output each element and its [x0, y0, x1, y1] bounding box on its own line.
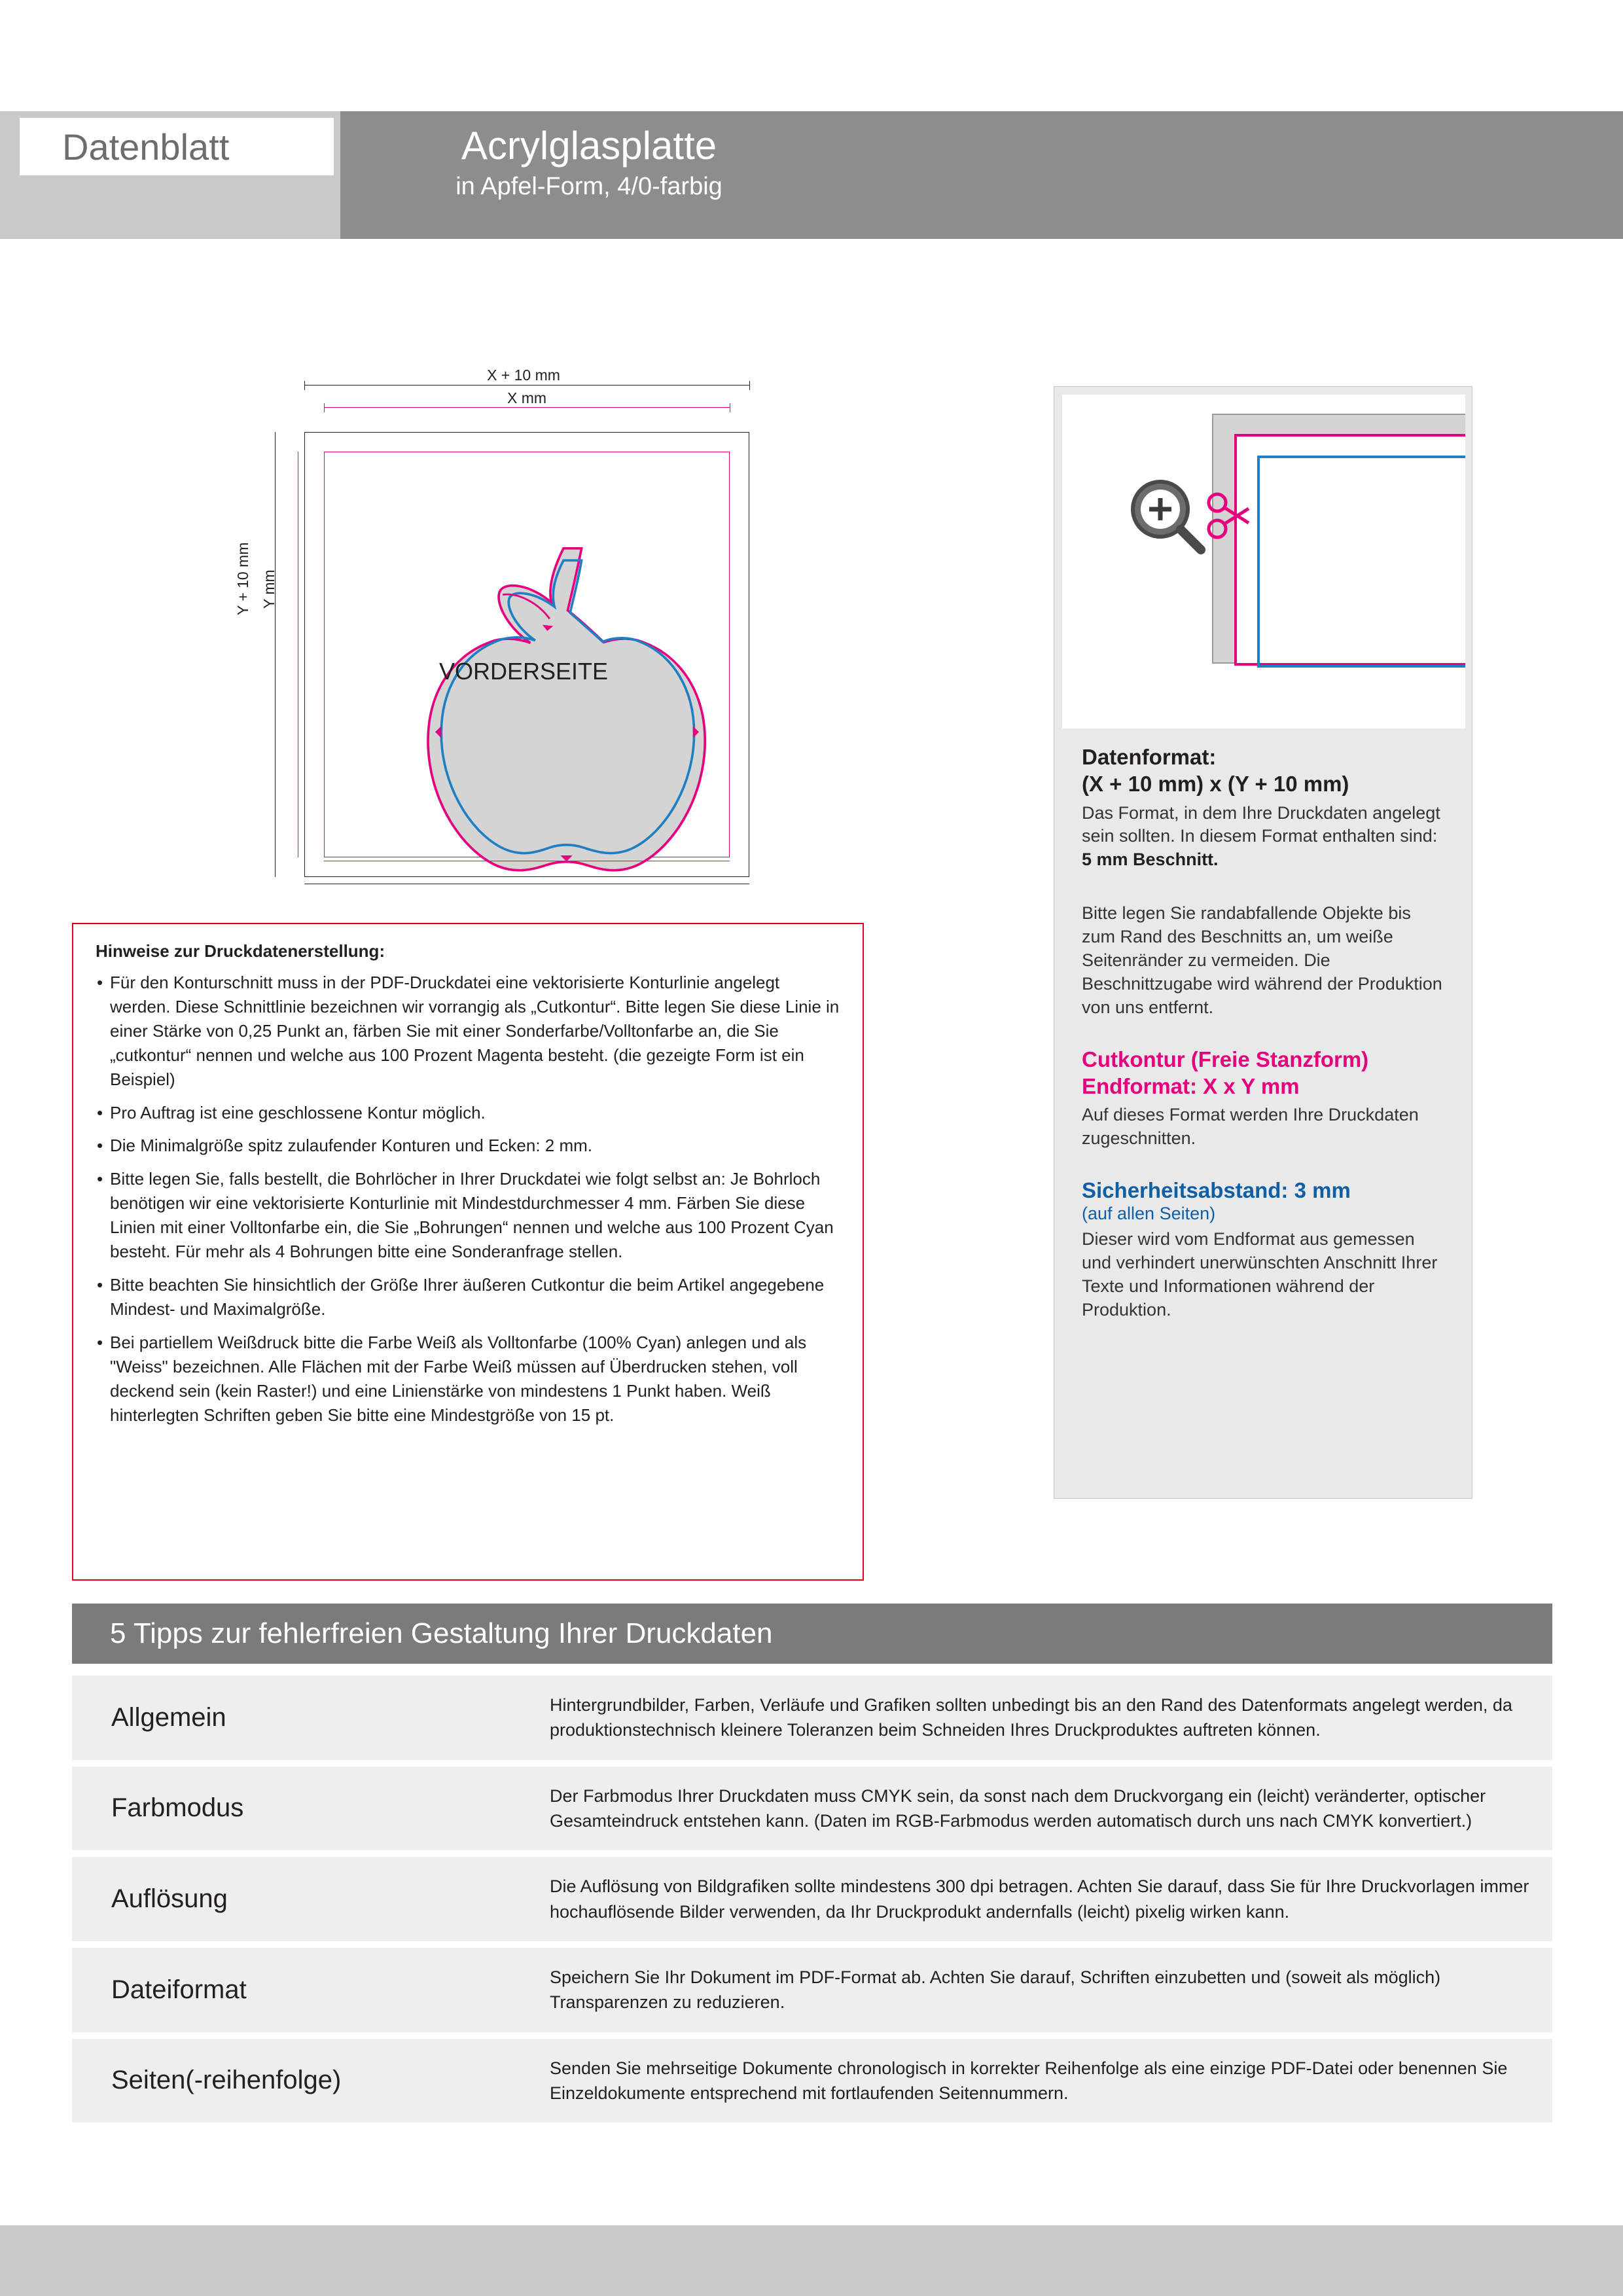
tip-text: Hintergrundbilder, Farben, Verläufe und Grafiken sollten unbedingt bis an den Rand des Datenformats angelegt werden, da produktionstechnisch kleinere Toleranzen beim Schneiden Ihres Druckproduktes auftreten können.	[530, 1676, 1552, 1760]
page-title	[340, 124, 838, 201]
footer-band	[0, 2225, 1623, 2296]
sicherheitsabstand-title: Sicherheitsabstand: 3 mm	[1082, 1178, 1351, 1203]
hinweise-box	[72, 923, 864, 1581]
zoom-illustration	[1062, 395, 1465, 728]
tipps-header	[72, 1604, 1552, 1664]
list-item: • Bitte legen Sie, falls bestellt, die Bohrlöcher in Ihrer Druckdatei wie folgt selbst an: Je Bohrloch benötigen wir eine vektorisierte Konturlinie mit Mindestdurchmesser 4 mm. Färben Sie diese Linien mit einer Volltonfarbe ein, die Sie „Bohrungen“ nennen und welche aus 100 Prozent Cyan besteht. Für mehr als 4 Bohrungen bitte eine Sonderanfrage stellen.	[96, 1167, 840, 1264]
hinweise-title: Hinweise zur Druckdatenerstellung:	[96, 941, 385, 961]
tip-label: Auflösung	[72, 1857, 530, 1941]
table-row	[72, 1676, 1552, 1760]
datenformat-text2: Bitte legen Sie randabfallende Objekte bis zum Rand des Beschnitts an, um weiße Seitenränder zu vermeiden. Die Beschnittzugabe wird während der Produktion von uns entfernt.	[1082, 903, 1442, 1017]
tipps-table	[72, 1676, 1552, 2129]
dim-label-x: X mm	[507, 389, 547, 406]
tipps-header-label: 5 Tipps zur fehlerfreien Gestaltung Ihrer Druckdaten	[110, 1617, 773, 1649]
tip-label: Dateiformat	[72, 1948, 530, 2032]
tip-label: Farbmodus	[72, 1767, 530, 1851]
cutkontur-text: Auf dieses Format werden Ihre Druckdaten zugeschnitten.	[1082, 1105, 1419, 1149]
list-item: • Pro Auftrag ist eine geschlossene Kontur möglich.	[96, 1101, 840, 1125]
dim-label-x-plus-10: X + 10 mm	[487, 367, 560, 384]
tip-label: Seiten(-reihenfolge)	[72, 2039, 530, 2123]
datenformat-title: Datenformat:	[1082, 745, 1217, 769]
table-row	[72, 1767, 1552, 1851]
table-row	[72, 1948, 1552, 2032]
tip-text: Speichern Sie Ihr Dokument im PDF-Format ab. Achten Sie darauf, Schriften einzubetten und (soweit als möglich) Transparenzen zu reduzieren.	[530, 1948, 1552, 2032]
cutkontur-subtitle: Endformat: X x Y mm	[1082, 1074, 1300, 1098]
product-title: Acrylglasplatte	[461, 124, 717, 168]
sicherheitsabstand-text: Dieser wird vom Endformat aus gemessen und verhindert unerwünschten Anschnitt Ihrer Texte und Informationen während der Produktion.	[1082, 1229, 1438, 1320]
corner-detail-illustration	[1062, 395, 1465, 728]
datenblatt-tab	[20, 118, 334, 175]
info-panel	[1054, 386, 1472, 1499]
datenblatt-label: Datenblatt	[62, 126, 230, 168]
sicherheitsabstand-subtitle: (auf allen Seiten)	[1082, 1204, 1216, 1224]
front-side-label: VORDERSEITE	[438, 658, 609, 685]
datenformat-text-b: 5 mm Beschnitt.	[1082, 850, 1219, 870]
list-item: • Bitte beachten Sie hinsichtlich der Größe Ihrer äußeren Cutkontur die beim Artikel angegebene Mindest- und Maximalgröße.	[96, 1273, 840, 1321]
datenformat-formula: (X + 10 mm) x (Y + 10 mm)	[1082, 772, 1349, 797]
list-item: • Die Minimalgröße spitz zulaufender Konturen und Ecken: 2 mm.	[96, 1134, 840, 1158]
cutkontur-title: Cutkontur (Freie Stanzform)	[1082, 1047, 1369, 1071]
info-panel-body	[1082, 744, 1448, 1322]
datenformat-text	[1082, 802, 1448, 872]
list-item: • Für den Konturschnitt muss in der PDF-Druckdatei eine vektorisierte Konturlinie angelegt werden. Diese Schnittlinie bezeichnen wir vorrangig als „Cutkontur“. Bitte legen Sie diese Linie in einer Stärke von 0,25 Punkt an, färben Sie mit einer Sonderfarbe/Volltonfarbe an, die Sie „cutkontur“ nennen und welche aus 100 Prozent Magenta besteht. (die gezeigte Form ist ein Beispiel)	[96, 971, 840, 1092]
table-row	[72, 2039, 1552, 2123]
table-row	[72, 1857, 1552, 1941]
dim-label-y-plus-10: Y + 10 mm	[234, 542, 251, 615]
apple-shape-illustration	[249, 367, 798, 910]
hinweise-list	[96, 971, 840, 1427]
tip-text: Die Auflösung von Bildgrafiken sollte mindestens 300 dpi betragen. Achten Sie darauf, dass Sie für Ihre Druckvorlagen immer hochauflösende Bilder verwenden, da Ihr Druckprodukt andernfalls (leicht) pixelig wirken kann.	[530, 1857, 1552, 1941]
dim-label-y: Y mm	[260, 569, 277, 609]
product-diagram	[234, 367, 798, 910]
list-item: • Bei partiellem Weißdruck bitte die Farbe Weiß als Volltonfarbe (100% Cyan) anlegen und als "Weiss" bezeichnen. Alle Flächen mit der Farbe Weiß müssen auf Überdrucken stehen, voll deckend sein (kein Raster!) und eine Linienstärke von mindestens 1 Punkt haben. Weiß hinterlegten Schriften geben Sie bitte eine Mindestgröße von 15 pt.	[96, 1331, 840, 1427]
tip-label: Allgemein	[72, 1676, 530, 1760]
tip-text: Der Farbmodus Ihrer Druckdaten muss CMYK sein, da sonst nach dem Druckvorgang ein (leicht) veränderter, optischer Gesamteindruck entstehen kann. (Daten im RGB-Farbmodus werden automatisch durch uns nach CMYK konvertiert.)	[530, 1767, 1552, 1851]
product-subtitle: in Apfel-Form, 4/0-farbig	[455, 173, 722, 200]
datenformat-text-a: Das Format, in dem Ihre Druckdaten angelegt sein sollten. In diesem Format enthalten sind:	[1082, 802, 1440, 846]
tip-text: Senden Sie mehrseitige Dokumente chronologisch in korrekter Reihenfolge als eine einzige PDF-Datei oder benennen Sie Einzeldokumente entsprechend mit fortlaufenden Seitennummern.	[530, 2039, 1552, 2123]
